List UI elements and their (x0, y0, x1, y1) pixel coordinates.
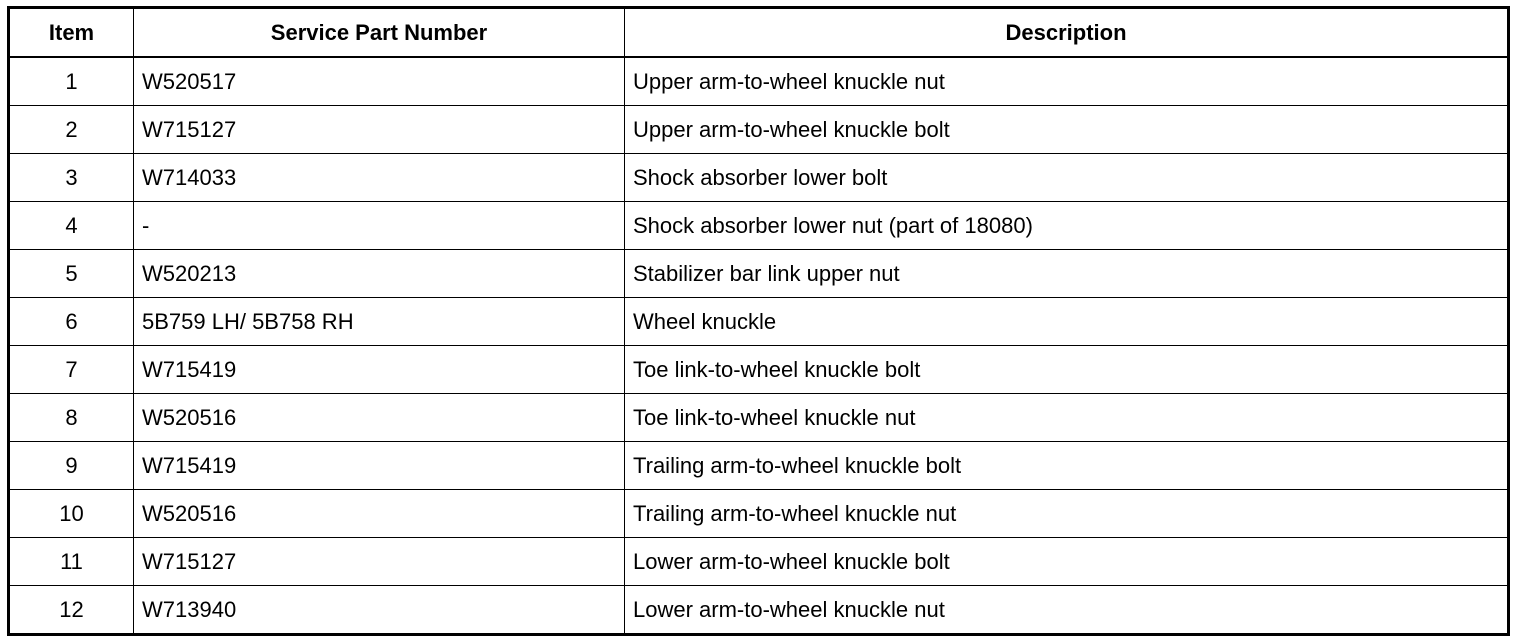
table-row (9, 586, 1509, 635)
part-description: Stabilizer bar link upper nut (625, 250, 1509, 298)
item-number: 1 (9, 57, 134, 106)
part-description: Wheel knuckle (625, 298, 1509, 346)
table-row (9, 394, 1509, 442)
item-number: 7 (9, 346, 134, 394)
table-row (9, 250, 1509, 298)
service-part-number: W715419 (134, 442, 625, 490)
part-description: Toe link-to-wheel knuckle nut (625, 394, 1509, 442)
part-description: Lower arm-to-wheel knuckle nut (625, 586, 1509, 635)
item-number: 12 (9, 586, 134, 635)
service-part-number: W715127 (134, 538, 625, 586)
service-part-number: W520516 (134, 394, 625, 442)
part-description: Trailing arm-to-wheel knuckle nut (625, 490, 1509, 538)
service-part-number: W715419 (134, 346, 625, 394)
table-row (9, 346, 1509, 394)
table-row (9, 490, 1509, 538)
item-number: 5 (9, 250, 134, 298)
item-number: 2 (9, 106, 134, 154)
item-number: 8 (9, 394, 134, 442)
item-number: 10 (9, 490, 134, 538)
column-header-service-part-number: Service Part Number (134, 8, 625, 58)
table-row (9, 202, 1509, 250)
parts-table-container (7, 6, 1510, 636)
part-description: Upper arm-to-wheel knuckle nut (625, 57, 1509, 106)
item-number: 3 (9, 154, 134, 202)
service-part-number: W714033 (134, 154, 625, 202)
table-header-row (9, 8, 1509, 58)
item-number: 4 (9, 202, 134, 250)
part-description: Shock absorber lower bolt (625, 154, 1509, 202)
table-row (9, 57, 1509, 106)
part-description: Lower arm-to-wheel knuckle bolt (625, 538, 1509, 586)
service-part-number: W715127 (134, 106, 625, 154)
item-number: 11 (9, 538, 134, 586)
item-number: 6 (9, 298, 134, 346)
parts-table (7, 6, 1510, 636)
service-part-number: 5B759 LH/ 5B758 RH (134, 298, 625, 346)
table-row (9, 154, 1509, 202)
service-part-number: W520213 (134, 250, 625, 298)
table-row (9, 442, 1509, 490)
table-row (9, 106, 1509, 154)
service-part-number: W520516 (134, 490, 625, 538)
service-part-number: - (134, 202, 625, 250)
column-header-description: Description (625, 8, 1509, 58)
table-row (9, 538, 1509, 586)
table-row (9, 298, 1509, 346)
column-header-item: Item (9, 8, 134, 58)
part-description: Trailing arm-to-wheel knuckle bolt (625, 442, 1509, 490)
item-number: 9 (9, 442, 134, 490)
service-part-number: W713940 (134, 586, 625, 635)
part-description: Shock absorber lower nut (part of 18080) (625, 202, 1509, 250)
service-part-number: W520517 (134, 57, 625, 106)
part-description: Toe link-to-wheel knuckle bolt (625, 346, 1509, 394)
part-description: Upper arm-to-wheel knuckle bolt (625, 106, 1509, 154)
